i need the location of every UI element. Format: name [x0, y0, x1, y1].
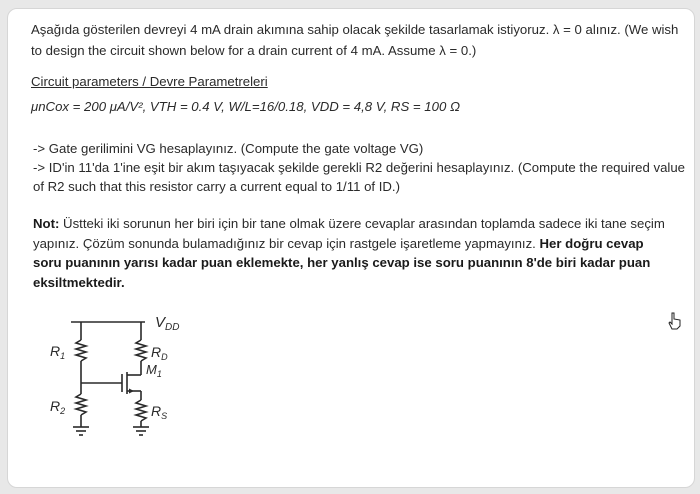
params-line: μnCox = 200 μA/V², VTH = 0.4 V, W/L=16/0.18, VDD = 4,8 V, RS = 100 Ω	[31, 99, 460, 114]
vdd-label: $V_{DD}$	[155, 314, 180, 333]
note-text: Üstteki iki sorunun her biri için bir tane olmak üzere cevaplar arasından toplamda sadece iki tane seçim yapınız. Çözüm sonunda bulamadığınız bir cevap için rastgele işaretleme yapmayınız.	[33, 216, 665, 251]
source-arrow	[129, 389, 134, 394]
rs-resistor	[136, 400, 146, 421]
r2-resistor	[76, 394, 86, 415]
note-paragraph	[33, 214, 673, 292]
rd-label: $R_D$	[151, 344, 168, 362]
note-bold-text: Her doğru cevap soru puanının yarısı kadar puan eklemekte, her yanlış cevap ise soru puanının 8'de biri kadar puan eksiltmektedir.	[33, 235, 651, 290]
params-title: Circuit parameters / Devre Parametreleri	[31, 74, 268, 89]
task-2-line-1: -> ID'in 11'da 1'ine eşit bir akım taşıyacak şekilde gerekli R2 değerini hesaplayınız. (Compute the required value	[33, 160, 686, 175]
rd-resistor	[136, 340, 146, 361]
intro-english: to design the circuit shown below for a drain current of 4 mA. Assume λ = 0.)	[31, 43, 477, 58]
circuit-diagram	[38, 310, 208, 450]
task-1: -> Gate gerilimini VG hesaplayınız. (Compute the gate voltage VG)	[33, 141, 424, 156]
note-label: Not:	[33, 216, 60, 231]
r1-label: $R_1$	[50, 343, 66, 361]
r1-resistor	[76, 340, 86, 361]
intro-turkish: Aşağıda gösterilen devreyi 4 mA drain akımına sahip olacak şekilde tasarlamak istiyoruz. λ = 0 alınız. (We wish	[31, 22, 679, 37]
r2-label: $R_2$	[50, 398, 66, 416]
rs-label: $R_S$	[151, 403, 168, 421]
task-2-line-2: of R2 such that this resistor carry a current equal to 1/11 of ID.)	[33, 179, 400, 194]
m1-label: $M_1$	[146, 362, 162, 379]
hand-pointer-icon	[668, 312, 682, 330]
